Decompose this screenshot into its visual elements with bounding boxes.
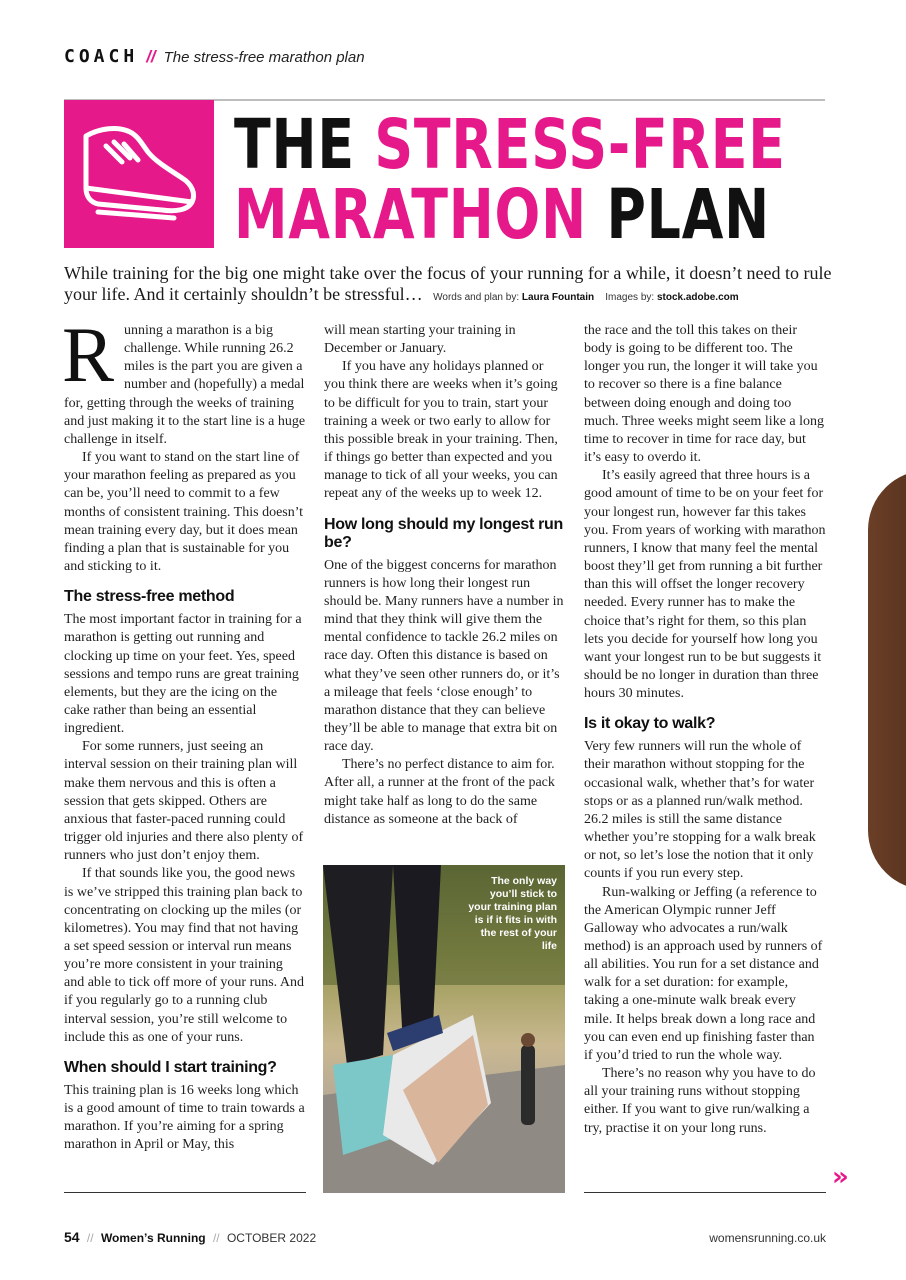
paragraph: One of the biggest concerns for marathon runners is how long their longest run should be. Many runners have a number in mind that they think will give them the mental confidence to tackle 26.2 miles on race day. Often this distance is based on what they’ve seen other runners do, or it’s a mileage that feels ‘close enough’ to marathon distance that they can believe they’ll be able to manage that extra bit on race day. (324, 557, 564, 755)
paragraph: will mean starting your training in December or January. (324, 323, 516, 357)
subheading: When should I start training? (64, 1058, 277, 1076)
continue-arrow-icon: » (832, 1162, 843, 1192)
paragraph: If that sounds like you, the good news is we’ve stripped this training plan back to concentrating on clocking up the miles (or kilometres). You may find that not having a set speed session or interval run means you’re more consistent in your training and able to tick off more of your runs. And if you regularly go to a running club interval session, you’re still welcome to include this as one of your runs. (64, 866, 305, 1045)
credits: Words and plan by: Laura Fountain Images by: stock.adobe.com (433, 292, 739, 303)
paragraph: If you have any holidays planned or you think there are weeks when it’s going to be difficult for you to train, start your training a week or two early to allow for this possible break in your training. Then, if things go better than expected and you manage to tick of all your weeks, you can repeat any of the weeks up to week 12. (324, 359, 558, 502)
page-title: THE STRESS-FREE MARATHON PLAN (234, 105, 786, 255)
running-shoe-icon (64, 100, 214, 248)
paragraph: If you want to stand on the start line of your marathon feeling as prepared as you can be, you’ll need to commit to a few months of consistent training. This doesn’t mean training every day, but it does mean finding a plan that is sustainable for you and sticking to it. (64, 450, 304, 575)
standfirst (64, 263, 834, 308)
article-column-3 (584, 322, 826, 1138)
photo-caption: The only way you’ll stick to your training plan is if it fits in with the rest of your life (468, 875, 557, 952)
paragraph: Very few runners will run the whole of their marathon without stopping for the occasional walk, whether that’s for water stops or as a planned run/walk method. 26.2 miles is still the same distance whether you’re stopping for a walk break or not, so let’s lose the notion that it only counts if you run every step. (584, 739, 816, 882)
arm-photo-edge (868, 470, 906, 890)
paragraph: There’s no perfect distance to aim for. After all, a runner at the front of the pack might take half as long to do the same distance as someone at the back of (324, 757, 555, 827)
paragraph: It’s easily agreed that three hours is a good amount of time to be on your feet for your longest run, however far this takes you. From years of working with marathon runners, I know that many feel the mental boost they’ll get from running a bit further than this will offset the longer recovery needed. Every runner has to make the choice that’s right for them, so this plan lets you decide for yourself how long you want your longest run to be but suggests it should be no longer in duration than three hours 30 minutes. (584, 468, 826, 702)
section-separator: // (146, 47, 156, 66)
page-number: 54 (64, 1229, 80, 1245)
paragraph: Running a marathon is a big challenge. While running 26.2 miles is the part you are given a number and (hopefully) a medal for, getting through the weeks of training and just making it to the start line is a huge challenge in itself. (62, 311, 306, 447)
issue-date: OCTOBER 2022 (226, 1231, 317, 1245)
drop-cap: R (62, 311, 115, 398)
paragraph: This training plan is 16 weeks long which is a good amount of time to train towards a marathon. If you’re aiming for a spring marathon in April or May, this (64, 1082, 305, 1153)
section-label: COACH (64, 46, 139, 67)
paragraph: Run-walking or Jeffing (a reference to the American Olympic runner Jeff Galloway who advocates a run/walk method) is an approach used by runners of all abilities. You run for a set distance and walk for a set duration: for example, taking a one-minute walk break every mile. It helps break down a long race and you can even end up finishing faster than if you’d tried to run the whole way. (584, 884, 823, 1063)
footer-left: 54 // Women’s Running // OCTOBER 2022 (64, 1229, 317, 1245)
paragraph: There’s no reason why you have to do all your training runs without stopping either. If you want to give run/walking a try, practise it on your long runs. (584, 1066, 816, 1136)
subheading: The stress-free method (64, 588, 235, 606)
website: womensrunning.co.uk (709, 1231, 826, 1245)
standfirst-text: While training for the big one might take over the focus of your running for a while, it doesn’t need to rule your life. And it certainly shouldn’t be stressful… (64, 263, 832, 304)
runner-photo (323, 865, 565, 1193)
paragraph: the race and the toll this takes on their body is going to be different too. The longer you run, the longer it will take you to recover so there is a fine balance between doing enough and doing too much. Three weeks might seem like a long time to recover in time for race day, but it’s easy to overdo it. (584, 323, 825, 466)
article-column-1 (62, 311, 306, 1155)
subheading: How long should my longest run be? (324, 515, 563, 551)
paragraph: For some runners, just seeing an interval session on their training plan will make them nervous and this is often a session that gets skipped. Others are anxious that faster-paced running could trigger old injuries and there also plenty of runners who just don’t enjoy them. (64, 739, 304, 864)
magazine-name: Women’s Running (100, 1231, 206, 1245)
paragraph: The most important factor in training for a marathon is getting out running and clocking up time on your feet. Yes, speed sessions and tempo runs are great training elements, but they are the icing on the cake rather than being an essential ingredient. (64, 612, 302, 737)
section-subtitle: The stress-free marathon plan (163, 49, 365, 66)
column-end-rule (584, 1192, 826, 1193)
section-header (64, 46, 365, 70)
subheading: Is it okay to walk? (584, 715, 716, 733)
page-footer (64, 1229, 826, 1245)
article-column-2 (324, 322, 566, 829)
column-end-rule (64, 1192, 306, 1193)
